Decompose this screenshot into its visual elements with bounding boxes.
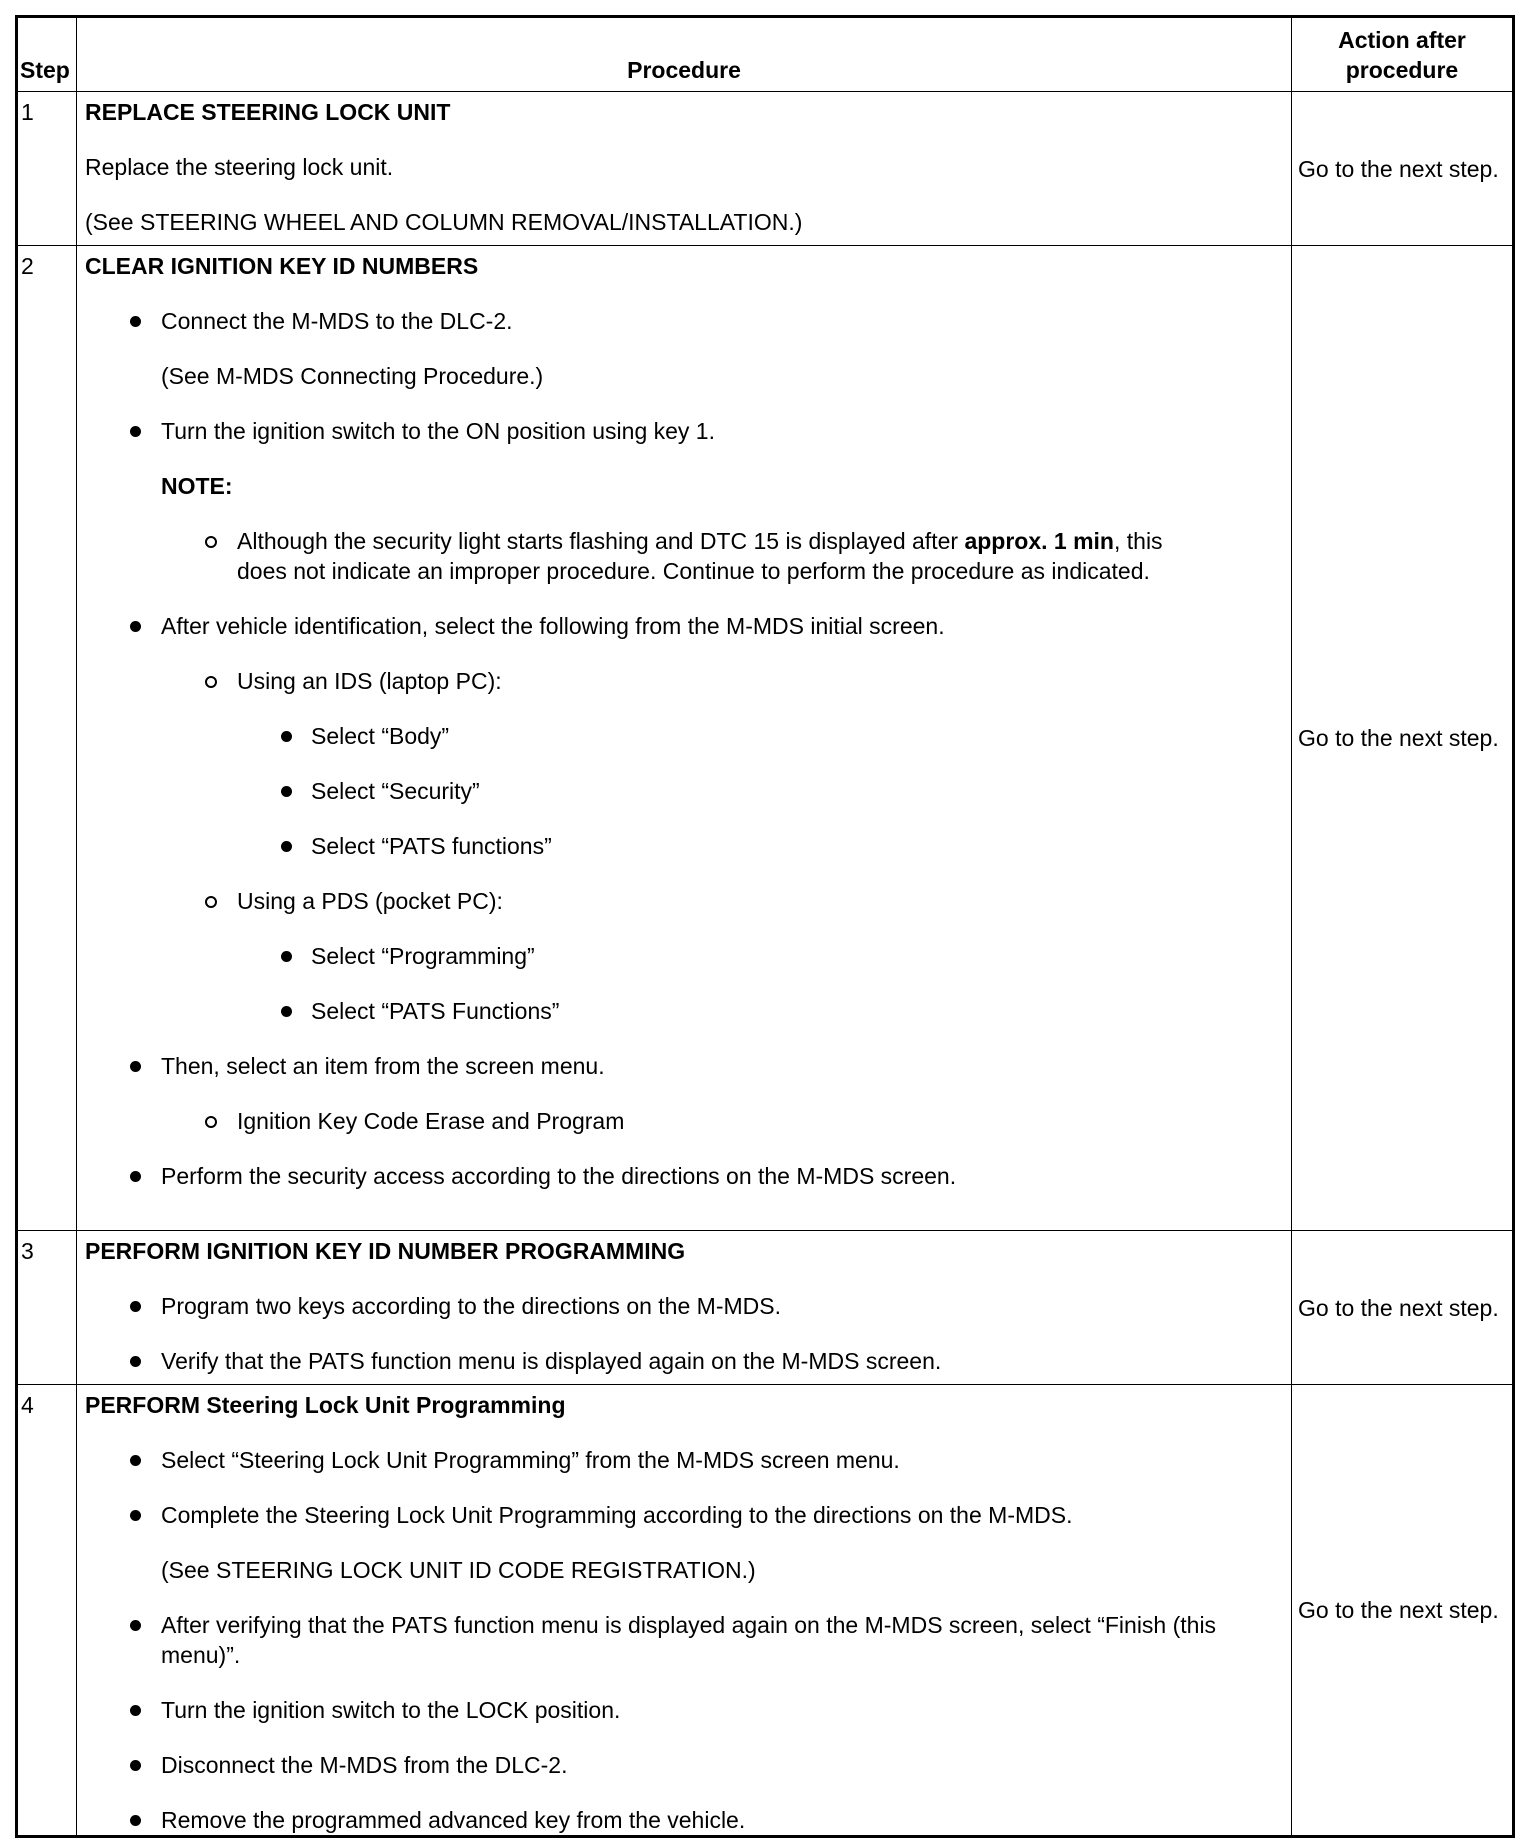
sub-sub-list-item [85, 721, 1285, 751]
list-item [85, 1161, 1285, 1191]
list-item [85, 1610, 1285, 1670]
procedure-cell [77, 92, 1292, 246]
list-item [85, 1346, 1285, 1376]
bullet-icon [130, 316, 141, 327]
list-item [85, 1445, 1285, 1475]
note-text: Although the security light starts flashing and DTC 15 is displayed after [237, 528, 965, 554]
list-item [85, 611, 1285, 641]
note-emphasis: approx. 1 min [964, 528, 1114, 554]
list-item-text: Select “Security” [311, 778, 480, 804]
list-item [85, 1695, 1285, 1725]
list-item-text: After vehicle identification, select the following from the M-MDS initial screen. [161, 613, 945, 639]
list-item-text: Using a PDS (pocket PC): [237, 888, 503, 914]
list-item-text: Verify that the PATS function menu is displayed again on the M-MDS screen. [161, 1348, 942, 1374]
list-item-text: Disconnect the M-MDS from the DLC-2. [161, 1752, 568, 1778]
sub-sub-list-item [85, 831, 1285, 861]
procedure-text: Replace the steering lock unit. [85, 154, 394, 180]
bullet-icon [130, 1510, 141, 1521]
sub-sub-list-item [85, 776, 1285, 806]
bullet-icon [130, 1760, 141, 1771]
step-number: 1 [17, 92, 77, 246]
list-item [85, 416, 1285, 446]
step-number: 2 [17, 246, 77, 1231]
list-item-text: Select “PATS Functions” [311, 998, 560, 1024]
list-item-text: Select “PATS functions” [311, 833, 552, 859]
circle-bullet-icon [205, 536, 217, 548]
sub-list-item [85, 666, 1285, 696]
step-number: 3 [17, 1231, 77, 1385]
procedure-cell [77, 1231, 1292, 1385]
reference-text: (See STEERING LOCK UNIT ID CODE REGISTRATION.) [161, 1557, 756, 1583]
list-item [85, 1291, 1285, 1321]
table-row-step-2 [17, 246, 1514, 1231]
bullet-icon [130, 1455, 141, 1466]
table-row-step-1 [17, 92, 1514, 246]
sub-sub-list-item [85, 996, 1285, 1026]
sub-list-item [85, 1106, 1285, 1136]
list-item-text: Select “Body” [311, 723, 450, 749]
bullet-icon [281, 841, 292, 852]
reference-text: (See M-MDS Connecting Procedure.) [161, 363, 544, 389]
bullet-icon [281, 786, 292, 797]
list-item-text: Remove the programmed advanced key from the vehicle. [161, 1807, 746, 1833]
action-cell: Go to the next step. [1292, 246, 1514, 1231]
list-item-text: Perform the security access according to the directions on the M-MDS screen. [161, 1163, 957, 1189]
list-item [85, 1750, 1285, 1780]
sub-list-item [85, 886, 1285, 916]
step-title: PERFORM Steering Lock Unit Programming [85, 1392, 566, 1418]
step-title: CLEAR IGNITION KEY ID NUMBERS [85, 253, 479, 279]
list-item-text: Then, select an item from the screen menu. [161, 1053, 605, 1079]
bullet-icon [130, 1061, 141, 1072]
bullet-icon [130, 1301, 141, 1312]
list-item [85, 1500, 1285, 1530]
list-item-text: Turn the ignition switch to the LOCK position. [161, 1697, 621, 1723]
list-item-text: Select “Steering Lock Unit Programming” from the M-MDS screen menu. [161, 1447, 900, 1473]
note-text-continued: , this does not indicate an improper procedure. Continue to perform the procedure as indicated. [237, 528, 1163, 584]
note-item [85, 526, 1285, 586]
table-row-step-4 [17, 1385, 1514, 1837]
list-item [85, 306, 1285, 336]
note-label: NOTE: [161, 473, 233, 499]
header-procedure: Procedure [77, 17, 1292, 92]
reference-text: (See STEERING WHEEL AND COLUMN REMOVAL/INSTALLATION.) [85, 209, 803, 235]
bullet-icon [281, 951, 292, 962]
step-title: PERFORM IGNITION KEY ID NUMBER PROGRAMMING [85, 1238, 686, 1264]
procedure-cell [77, 246, 1292, 1231]
circle-bullet-icon [205, 676, 217, 688]
list-item-text: Select “Programming” [311, 943, 535, 969]
list-item-text: Turn the ignition switch to the ON position using key 1. [161, 418, 715, 444]
bullet-icon [130, 1620, 141, 1631]
step-title: REPLACE STEERING LOCK UNIT [85, 99, 451, 125]
list-item-text: Using an IDS (laptop PC): [237, 668, 502, 694]
list-item-text: Program two keys according to the directions on the M-MDS. [161, 1293, 781, 1319]
list-item-text: Connect the M-MDS to the DLC-2. [161, 308, 513, 334]
procedure-table [15, 15, 1515, 1838]
step-number: 4 [17, 1385, 77, 1837]
action-cell: Go to the next step. [1292, 92, 1514, 246]
list-item-text: Complete the Steering Lock Unit Programming according to the directions on the M-MDS. [161, 1502, 1073, 1528]
list-item-text: After verifying that the PATS function menu is displayed again on the M-MDS screen, select “Finish (this menu)”. [161, 1612, 1217, 1668]
circle-bullet-icon [205, 1116, 217, 1128]
bullet-icon [281, 1006, 292, 1017]
list-item [85, 1805, 1285, 1835]
action-cell: Go to the next step. [1292, 1385, 1514, 1837]
sub-sub-list-item [85, 941, 1285, 971]
bullet-icon [130, 1356, 141, 1367]
bullet-icon [130, 621, 141, 632]
procedure-cell [77, 1385, 1292, 1837]
action-cell: Go to the next step. [1292, 1231, 1514, 1385]
bullet-icon [281, 731, 292, 742]
list-item [85, 1051, 1285, 1081]
circle-bullet-icon [205, 896, 217, 908]
bullet-icon [130, 426, 141, 437]
header-row [17, 17, 1514, 92]
list-item-text: Ignition Key Code Erase and Program [237, 1108, 625, 1134]
bullet-icon [130, 1815, 141, 1826]
bullet-icon [130, 1705, 141, 1716]
header-step: Step [17, 17, 77, 92]
bullet-icon [130, 1171, 141, 1182]
header-action: Action after procedure [1292, 17, 1514, 92]
table-row-step-3 [17, 1231, 1514, 1385]
